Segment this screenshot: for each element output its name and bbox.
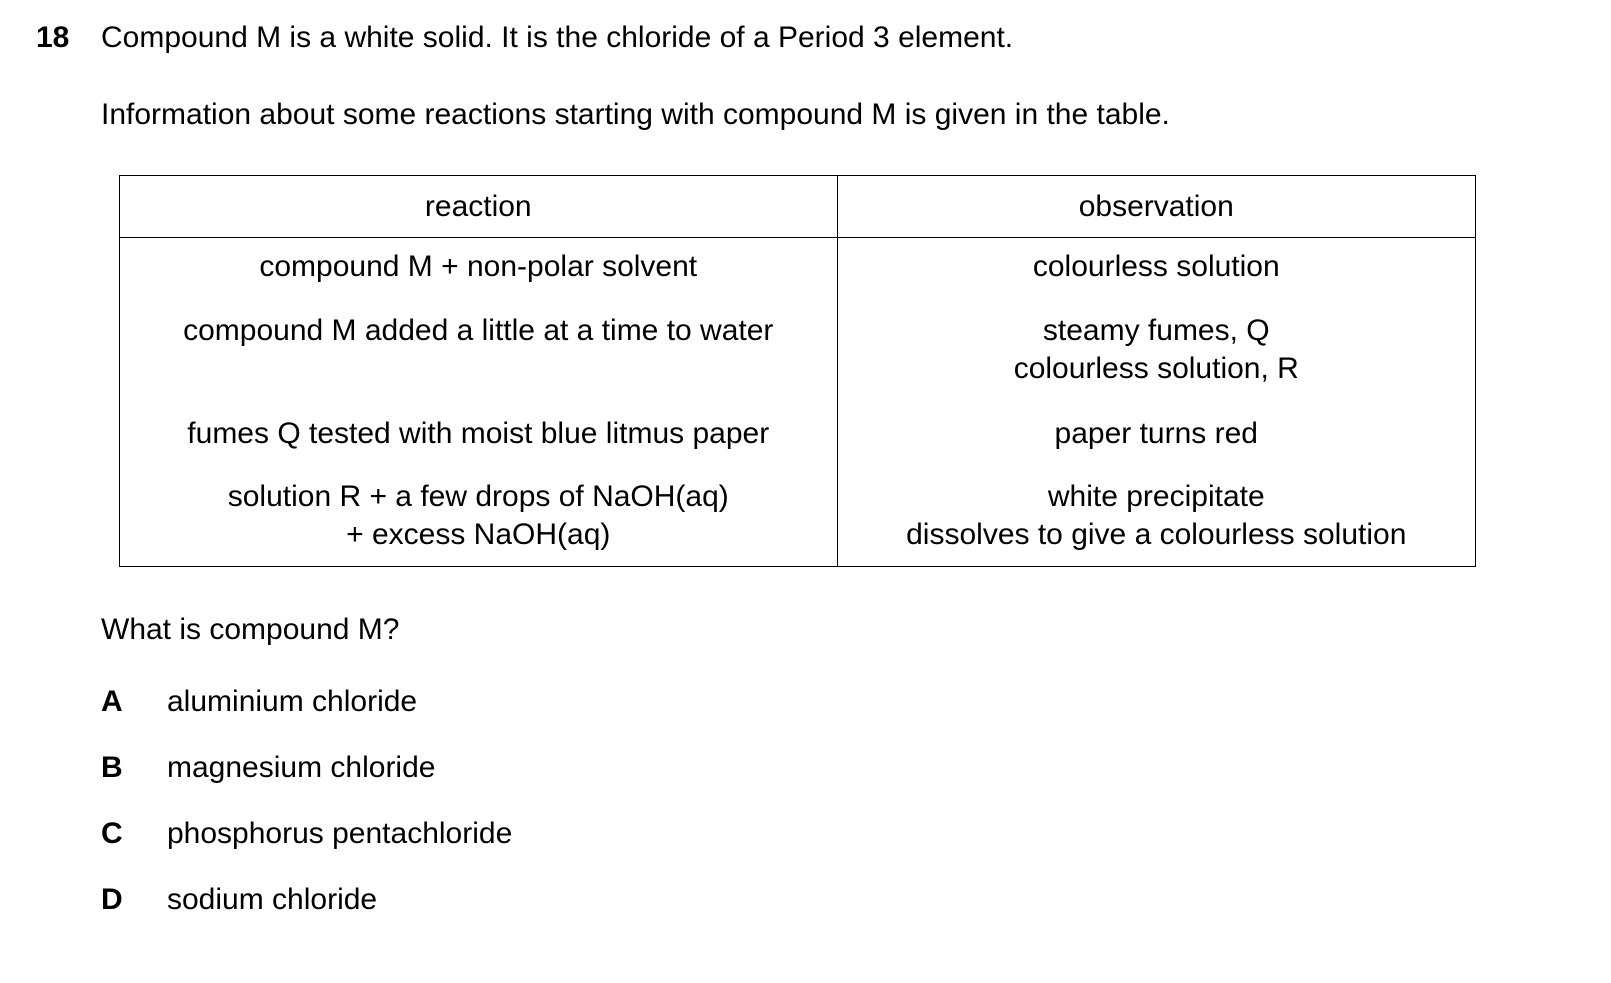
option-text: sodium chloride: [167, 883, 378, 916]
reaction-cell: [120, 312, 838, 415]
observation-cell: [837, 415, 1475, 478]
option-letter: A: [101, 685, 123, 718]
option-a[interactable]: [101, 684, 417, 724]
observation-cell: [837, 478, 1475, 567]
reaction-cell: [120, 238, 838, 313]
option-text: aluminium chloride: [167, 685, 418, 718]
option-text: phosphorus pentachloride: [167, 817, 513, 850]
option-d[interactable]: [101, 882, 377, 922]
table-intro: Information about some reactions starting with compound M is given in the table.: [101, 98, 1170, 131]
observation-cell: [837, 238, 1475, 313]
observation-cell: [837, 312, 1475, 415]
option-letter: C: [101, 817, 123, 850]
question-stem: Compound M is a white solid. It is the chloride of a Period 3 element.: [101, 21, 1014, 54]
table-row: [120, 238, 1476, 313]
observation-text: white precipitate: [1047, 480, 1265, 513]
option-b[interactable]: [101, 750, 435, 790]
reaction-text: solution R + a few drops of NaOH(aq): [227, 480, 729, 513]
table-row: [120, 312, 1476, 415]
observation-text: steamy fumes, Q: [1042, 314, 1270, 347]
option-letter: D: [101, 883, 123, 916]
table-row: [120, 415, 1476, 478]
reaction-cell: [120, 478, 838, 567]
reaction-cell: [120, 415, 838, 478]
observation-text: paper turns red: [1054, 417, 1258, 450]
reactions-table: [119, 175, 1476, 567]
observation-text: dissolves to give a colourless solution: [906, 518, 1407, 551]
question-prompt: What is compound M?: [101, 613, 400, 646]
reaction-text: fumes Q tested with moist blue litmus paper: [187, 417, 770, 450]
option-text: magnesium chloride: [167, 751, 436, 784]
table-header-row: [120, 176, 1476, 238]
reaction-text: compound M + non-polar solvent: [259, 250, 698, 283]
header-observation: observation: [837, 176, 1475, 238]
option-c[interactable]: [101, 816, 512, 856]
header-reaction: reaction: [120, 176, 838, 238]
question-number: 18: [36, 21, 70, 54]
option-letter: B: [101, 751, 123, 784]
observation-text: colourless solution, R: [1013, 352, 1299, 385]
reaction-text: compound M added a little at a time to water: [183, 314, 774, 347]
table-row: [120, 478, 1476, 567]
observation-text: colourless solution: [1032, 250, 1280, 283]
reaction-text: + excess NaOH(aq): [346, 518, 611, 551]
